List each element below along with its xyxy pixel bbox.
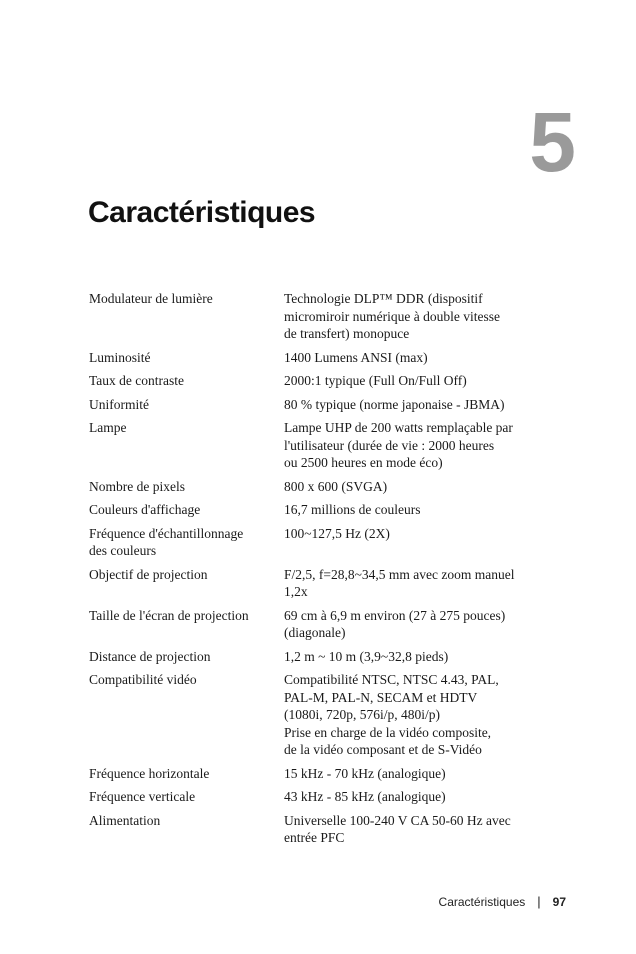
spec-value: 1400 Lumens ANSI (max) [284,349,428,365]
spec-label: Lampe [89,420,127,435]
spec-row [89,372,559,390]
spec-label: Modulateur de lumière [89,291,213,306]
spec-row [89,648,559,666]
spec-row [89,765,559,783]
chapter-number: 5 [529,95,574,189]
spec-value: 800 x 600 (SVGA) [284,478,388,494]
spec-row [89,525,559,560]
spec-row [89,812,559,847]
spec-value: 1,2 m ~ 10 m (3,9~32,8 pieds) [284,648,449,664]
spec-row [89,349,559,367]
spec-label: Compatibilité vidéo [89,672,197,687]
footer-section-title: Caractéristiques [438,894,526,909]
spec-row [89,671,559,759]
spec-label: Fréquence horizontale [89,765,210,781]
chapter-title: Caractéristiques [88,196,316,229]
spec-label: Alimentation [89,812,161,828]
spec-row [89,607,559,642]
spec-value: 16,7 millions de couleurs [284,502,421,517]
spec-row [89,501,559,519]
spec-value: 80 % typique (norme japonaise - JBMA) [284,396,505,412]
spec-row [89,396,559,414]
spec-label: Taux de contraste [89,373,185,388]
spec-row [89,478,559,496]
spec-row [89,566,559,601]
spec-value: 43 kHz - 85 kHz (analogique) [284,789,446,804]
spec-label: Distance de projection [89,648,211,664]
spec-value: Lampe UHP de 200 watts remplaçable par l'utilisateur (durée de vie : 2000 heures ou 2500 heures en mode éco) [284,420,513,470]
spec-value: Compatibilité NTSC, NTSC 4.43, PAL, PAL-M, PAL-N, SECAM et HDTV (1080i, 720p, 576i/p, 480i/p) Prise en charge de la vidéo composite, de la vidéo composant et de S-Vidéo [284,672,499,757]
spec-label: Luminosité [89,349,151,365]
specifications-table [89,290,559,853]
spec-label: Couleurs d'affichage [89,502,201,517]
spec-label: Uniformité [89,396,149,412]
spec-value: Technologie DLP™ DDR (dispositif micromiroir numérique à double vitesse de transfert) monopuce [284,291,500,341]
spec-label: Fréquence verticale [89,789,196,804]
spec-row [89,788,559,806]
spec-label: Objectif de projection [89,566,208,582]
spec-label: Nombre de pixels [89,478,185,494]
spec-value: 100~127,5 Hz (2X) [284,525,390,541]
spec-value: Universelle 100-240 V CA 50-60 Hz avec entrée PFC [284,812,511,845]
spec-row [89,419,559,472]
spec-label: Fréquence d'échantillonnage des couleurs [89,525,244,558]
spec-label: Taille de l'écran de projection [89,607,249,623]
spec-row [89,290,559,343]
page-footer [439,894,566,909]
spec-value: F/2,5, f=28,8~34,5 mm avec zoom manuel 1,2x [284,566,515,599]
spec-value: 15 kHz - 70 kHz (analogique) [284,765,446,781]
spec-value: 69 cm à 6,9 m environ (27 à 275 pouces) (diagonale) [284,607,506,640]
spec-value: 2000:1 typique (Full On/Full Off) [284,373,467,388]
page-number: 97 [552,894,566,909]
footer-separator: | [537,894,541,909]
